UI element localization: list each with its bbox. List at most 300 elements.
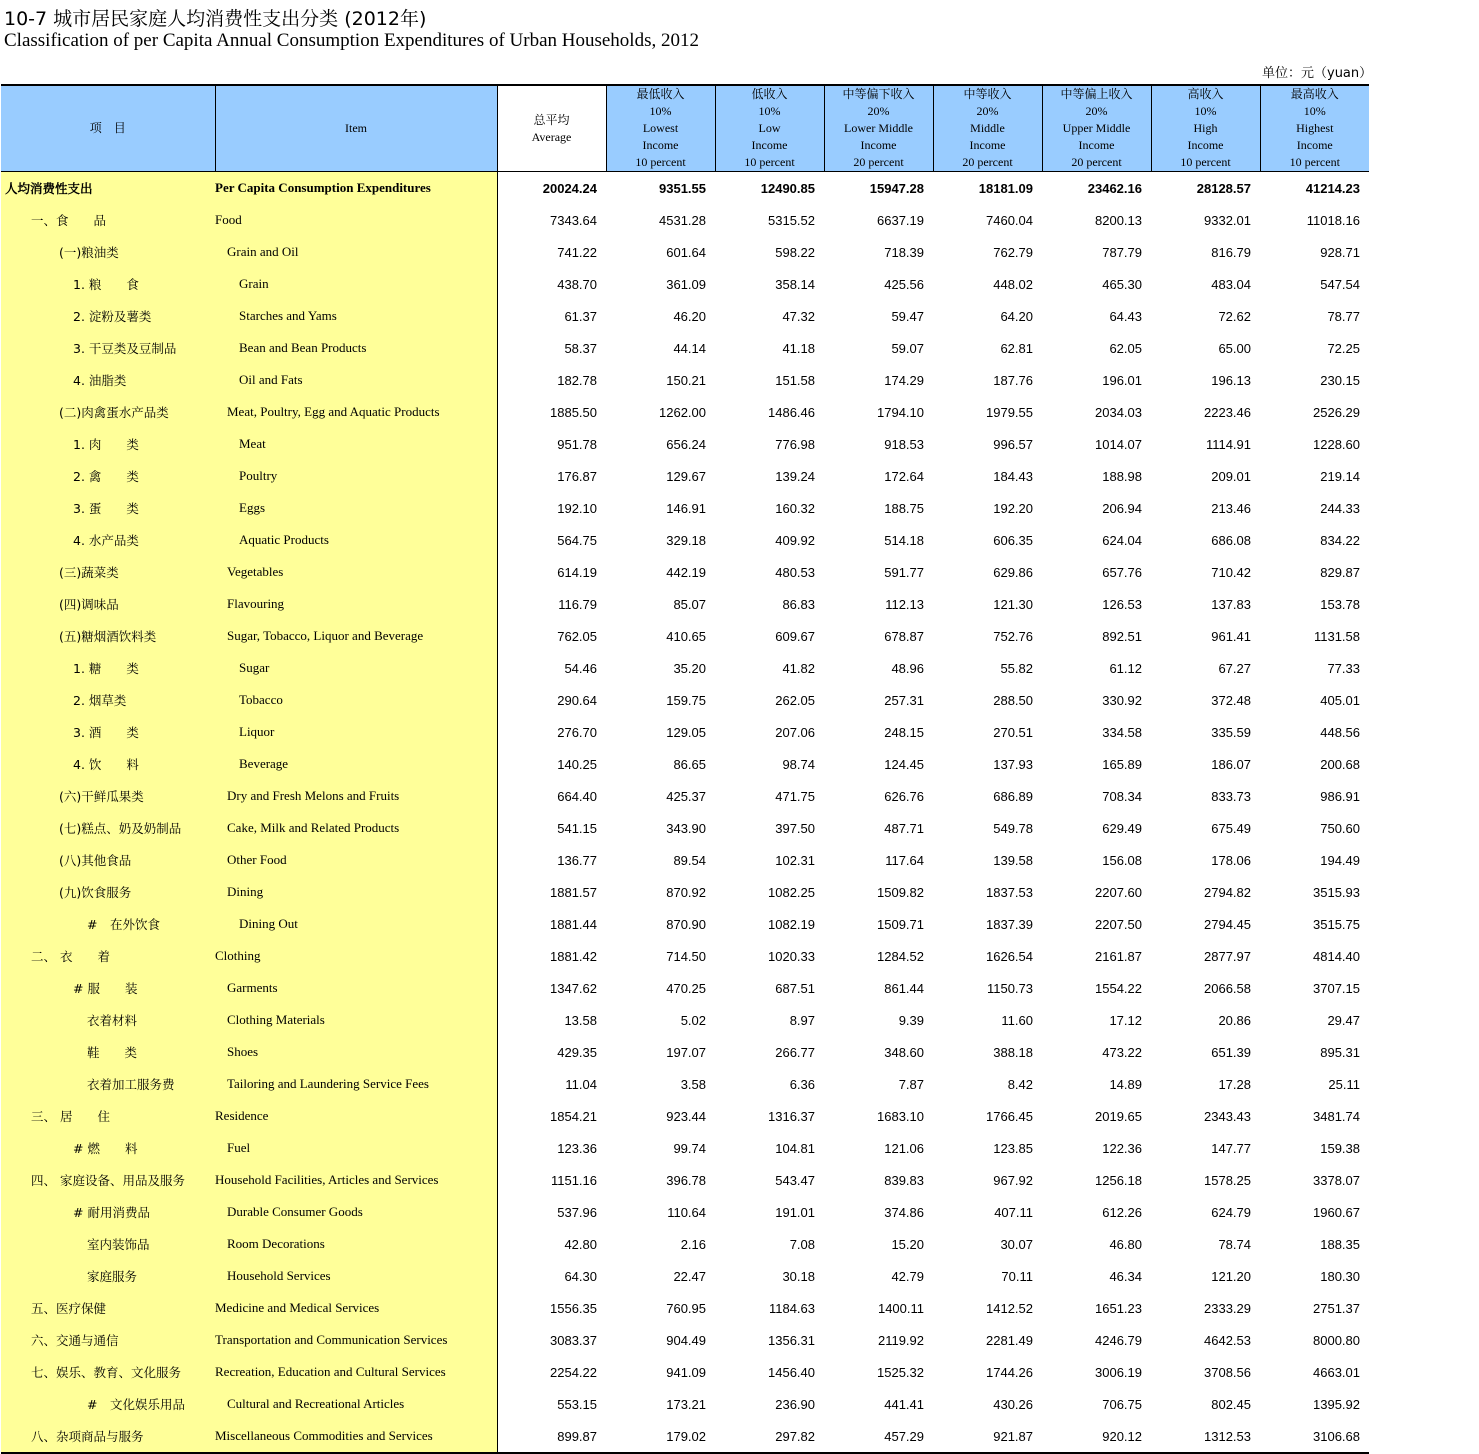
item-name-en: Cake, Milk and Related Products: [215, 812, 497, 844]
value-high: 2877.97: [1204, 948, 1251, 964]
value-low: 543.47: [775, 1172, 815, 1188]
item-name-cn: 2. 烟草类: [1, 684, 215, 716]
value-lower-middle: 257.31: [884, 692, 924, 708]
value-upper-middle: 1554.22: [1095, 980, 1142, 996]
value-low: 397.50: [775, 820, 815, 836]
item-name-en: Beverage: [215, 748, 497, 780]
value-high: 816.79: [1211, 244, 1251, 260]
table-title-english: Classification of per Capita Annual Consumption Expenditures of Urban Households, 2012: [4, 30, 699, 51]
value-highest: 244.33: [1320, 500, 1360, 516]
header-line: 最高收入: [1290, 87, 1339, 101]
value-average: 116.79: [558, 596, 597, 612]
value-middle: 1979.55: [986, 404, 1033, 420]
value-middle: 121.30: [993, 596, 1033, 612]
item-name-en: Durable Consumer Goods: [215, 1196, 497, 1228]
value-low: 1082.19: [768, 916, 815, 932]
value-lower-middle: 1794.10: [877, 404, 924, 420]
item-name-cn: 1. 肉 类: [1, 428, 215, 460]
value-high: 651.39: [1211, 1044, 1251, 1060]
item-name-en: Aquatic Products: [215, 524, 497, 556]
table-row: [1, 1356, 1369, 1388]
value-average: 614.19: [557, 564, 597, 580]
item-name-en: Fuel: [215, 1132, 497, 1164]
value-average: 1881.44: [550, 916, 597, 932]
value-average: 20024.24: [542, 180, 597, 196]
table-row: [1, 1228, 1369, 1260]
value-highest: 188.35: [1320, 1236, 1360, 1252]
value-upper-middle: 473.22: [1102, 1044, 1142, 1060]
value-highest: 194.49: [1320, 852, 1360, 868]
value-upper-middle: 920.12: [1042, 1420, 1151, 1453]
value-upper-middle: 4246.79: [1095, 1332, 1142, 1348]
value-average: 564.75: [557, 532, 597, 548]
value-highest: 8000.80: [1313, 1332, 1360, 1348]
value-lowest: 22.47: [673, 1268, 706, 1284]
value-low: 776.98: [775, 436, 815, 452]
value-low: 7.08: [789, 1236, 815, 1252]
value-low: 471.75: [775, 788, 815, 804]
value-middle: 11.60: [1001, 1012, 1033, 1028]
value-lowest: 4531.28: [659, 212, 706, 228]
value-lowest: 923.44: [666, 1108, 706, 1124]
value-middle: 967.92: [993, 1172, 1033, 1188]
table-row: [1, 1420, 1369, 1453]
table-row: [1, 204, 1369, 236]
value-high: 710.42: [1211, 564, 1251, 580]
value-high: 335.59: [1211, 724, 1251, 740]
value-middle: 686.89: [993, 788, 1033, 804]
value-average: 741.22: [557, 244, 597, 260]
value-low: 1184.63: [768, 1300, 815, 1316]
value-lower-middle: 248.15: [884, 724, 924, 740]
value-upper-middle: 708.34: [1102, 788, 1142, 804]
table-title-chinese: 10-7 城市居民家庭人均消费性支出分类 (2012年): [4, 8, 427, 30]
value-highest: 180.30: [1320, 1268, 1360, 1284]
value-high: 2223.46: [1204, 404, 1251, 420]
table-row: [1, 844, 1369, 876]
header-line: Upper Middle: [1062, 121, 1131, 135]
value-average: 1556.35: [550, 1300, 597, 1316]
value-highest: 928.71: [1320, 244, 1360, 260]
item-name-en: Residence: [215, 1100, 497, 1132]
value-lowest: 86.65: [673, 756, 706, 772]
value-lower-middle: 1683.10: [877, 1108, 924, 1124]
item-name-en: Meat: [215, 428, 497, 460]
value-average: 1881.42: [550, 948, 597, 964]
item-name-cn: 四、 家庭设备、用品及服务: [1, 1164, 215, 1196]
value-middle: 1626.54: [986, 948, 1033, 964]
header-line: 总平均: [533, 112, 570, 127]
value-lower-middle: 59.47: [891, 308, 924, 324]
value-highest: 3515.93: [1313, 884, 1360, 900]
value-lowest: 601.64: [666, 244, 706, 260]
value-high: 209.01: [1211, 468, 1251, 484]
value-high: 137.83: [1211, 596, 1251, 612]
value-highest: 2751.37: [1313, 1300, 1360, 1316]
value-lower-middle: 514.18: [884, 532, 924, 548]
value-high: 20.86: [1218, 1012, 1251, 1028]
value-upper-middle: 465.30: [1102, 276, 1142, 292]
value-average: 1347.62: [550, 980, 597, 996]
table-row: [1, 332, 1369, 364]
value-highest: 4663.01: [1313, 1364, 1360, 1380]
value-highest: 77.33: [1327, 660, 1360, 676]
header-item-cn: [1, 85, 215, 172]
table-row: [1, 812, 1369, 844]
value-middle: 921.87: [933, 1420, 1042, 1453]
table-row: [1, 748, 1369, 780]
value-lowest: 89.54: [673, 852, 706, 868]
item-name-en: Grain and Oil: [215, 236, 497, 268]
value-middle: 1412.52: [986, 1300, 1033, 1316]
value-upper-middle: 23462.16: [1087, 180, 1142, 196]
value-average: 42.80: [564, 1236, 597, 1252]
value-low: 266.77: [775, 1044, 815, 1060]
table-row: [1, 1292, 1369, 1324]
value-lower-middle: 839.83: [884, 1172, 924, 1188]
value-low: 151.58: [775, 372, 815, 388]
value-lower-middle: 374.86: [884, 1204, 924, 1220]
value-upper-middle: 8200.13: [1095, 212, 1142, 228]
value-lowest: 85.07: [673, 596, 706, 612]
value-middle: 1766.45: [986, 1108, 1033, 1124]
item-name-cn: 3. 干豆类及豆制品: [1, 332, 215, 364]
item-name-en: Clothing Materials: [215, 1004, 497, 1036]
header-upper-middle-income: [1042, 85, 1151, 172]
value-lower-middle: 678.87: [884, 628, 924, 644]
value-highest: 78.77: [1327, 308, 1360, 324]
value-upper-middle: 1014.07: [1095, 436, 1142, 452]
value-lowest: 396.78: [666, 1172, 706, 1188]
value-lower-middle: 174.29: [884, 372, 924, 388]
value-average: 951.78: [557, 436, 597, 452]
value-low: 409.92: [775, 532, 815, 548]
item-name-cn: 一、食 品: [1, 204, 215, 236]
value-high: 802.45: [1211, 1396, 1251, 1412]
value-middle: 752.76: [993, 628, 1033, 644]
value-low: 5315.52: [768, 212, 815, 228]
table-row: [1, 1196, 1369, 1228]
value-low: 12490.85: [760, 180, 815, 196]
table-row: [1, 172, 1369, 205]
table-row: [1, 1068, 1369, 1100]
value-high: 28128.57: [1196, 180, 1251, 196]
value-highest: 1395.92: [1313, 1396, 1360, 1412]
table-row: [1, 1036, 1369, 1068]
value-lowest: 329.18: [666, 532, 706, 548]
value-highest: 29.47: [1327, 1012, 1360, 1028]
value-high: 961.41: [1211, 628, 1251, 644]
value-low: 687.51: [775, 980, 815, 996]
value-lower-middle: 121.06: [884, 1140, 924, 1156]
value-middle: 139.58: [993, 852, 1033, 868]
value-middle: 762.79: [993, 244, 1033, 260]
value-lowest: 99.74: [673, 1140, 706, 1156]
item-name-cn: 七、娱乐、教育、文化服务: [1, 1356, 215, 1388]
header-high-income: [1151, 85, 1260, 172]
value-highest: 3515.75: [1313, 916, 1360, 932]
value-lower-middle: 15947.28: [869, 180, 924, 196]
value-middle: 288.50: [993, 692, 1033, 708]
value-lower-middle: 9.39: [898, 1012, 924, 1028]
item-name-cn: (五)糖烟酒饮料类: [1, 620, 215, 652]
value-highest: 72.25: [1327, 340, 1360, 356]
value-upper-middle: 334.58: [1102, 724, 1142, 740]
value-high: 1578.25: [1204, 1172, 1251, 1188]
header-line: High: [1193, 121, 1218, 135]
header-lowest-income: [606, 85, 715, 172]
value-lower-middle: 718.39: [884, 244, 924, 260]
value-average: 54.46: [564, 660, 597, 676]
value-upper-middle: 1256.18: [1095, 1172, 1142, 1188]
value-upper-middle: 629.49: [1102, 820, 1142, 836]
table-row: [1, 652, 1369, 684]
header-line: 低收入: [751, 87, 788, 101]
item-name-cn: # 耐用消费品: [1, 1196, 215, 1228]
item-name-en: Shoes: [215, 1036, 497, 1068]
item-name-cn: 三、 居 住: [1, 1100, 215, 1132]
value-low: 139.24: [775, 468, 815, 484]
table-body: [1, 172, 1369, 1454]
value-middle: 184.43: [993, 468, 1033, 484]
value-middle: 1837.39: [986, 916, 1033, 932]
value-low: 358.14: [775, 276, 815, 292]
item-name-cn: (九)饮食服务: [1, 876, 215, 908]
item-name-cn: (二)肉禽蛋水产品类: [1, 396, 215, 428]
value-lower-middle: 6637.19: [877, 212, 924, 228]
value-average: 192.10: [557, 500, 597, 516]
value-high: 121.20: [1211, 1268, 1251, 1284]
header-highest-income: [1260, 85, 1369, 172]
value-lowest: 5.02: [680, 1012, 706, 1028]
value-average: 1881.57: [550, 884, 597, 900]
item-name-cn: 4. 饮 料: [1, 748, 215, 780]
table-row: [1, 588, 1369, 620]
item-name-cn: 3. 蛋 类: [1, 492, 215, 524]
item-name-cn: 八、杂项商品与服务: [1, 1420, 215, 1453]
value-high: 213.46: [1211, 500, 1251, 516]
value-lowest: 1262.00: [659, 404, 706, 420]
item-name-en: Liquor: [215, 716, 497, 748]
value-average: 537.96: [557, 1204, 597, 1220]
item-name-en: Grain: [215, 268, 497, 300]
value-lowest: 35.20: [673, 660, 706, 676]
item-name-en: Household Facilities, Articles and Services: [215, 1164, 497, 1196]
expenditure-table: [1, 84, 1369, 1454]
value-upper-middle: 612.26: [1102, 1204, 1142, 1220]
value-high: 624.79: [1211, 1204, 1251, 1220]
header-item-en: [215, 85, 497, 172]
item-name-cn: 六、交通与通信: [1, 1324, 215, 1356]
value-lowest: 129.05: [666, 724, 706, 740]
item-name-en: Starches and Yams: [215, 300, 497, 332]
item-name-en: Garments: [215, 972, 497, 1004]
value-high: 1312.53: [1151, 1420, 1260, 1453]
value-low: 41.82: [782, 660, 815, 676]
value-high: 2333.29: [1204, 1300, 1251, 1316]
value-high: 3708.56: [1204, 1364, 1251, 1380]
value-low: 1356.31: [768, 1332, 815, 1348]
value-middle: 30.07: [1000, 1236, 1033, 1252]
value-lower-middle: 112.13: [885, 596, 924, 612]
value-highest: 230.15: [1320, 372, 1360, 388]
value-high: 372.48: [1211, 692, 1251, 708]
header-line: 中等收入: [963, 87, 1012, 101]
value-low: 8.97: [789, 1012, 815, 1028]
value-upper-middle: 2207.50: [1095, 916, 1142, 932]
value-middle: 407.11: [994, 1204, 1033, 1220]
value-high: 186.07: [1211, 756, 1251, 772]
header-line: 10%: [1194, 104, 1217, 118]
value-highest: 3707.15: [1313, 980, 1360, 996]
value-lower-middle: 425.56: [884, 276, 924, 292]
table-row: [1, 524, 1369, 556]
header-line: 10 percent: [744, 155, 795, 169]
item-name-en: Cultural and Recreational Articles: [215, 1388, 497, 1420]
value-lowest: 870.92: [666, 884, 706, 900]
item-name-en: Miscellaneous Commodities and Services: [215, 1420, 497, 1453]
value-lower-middle: 918.53: [884, 436, 924, 452]
header-line: 10 percent: [635, 155, 686, 169]
table-row: [1, 620, 1369, 652]
value-highest: 3106.68: [1260, 1420, 1369, 1453]
value-middle: 629.86: [993, 564, 1033, 580]
header-line: 10%: [758, 104, 781, 118]
value-average: 136.77: [557, 852, 597, 868]
value-low: 1486.46: [768, 404, 815, 420]
header-low-income: [715, 85, 824, 172]
value-high: 65.00: [1218, 340, 1251, 356]
value-lowest: 150.21: [666, 372, 706, 388]
header-line: 20 percent: [1071, 155, 1122, 169]
value-lowest: 941.09: [666, 1364, 706, 1380]
item-name-en: Clothing: [215, 940, 497, 972]
item-name-en: Poultry: [215, 460, 497, 492]
value-low: 104.81: [775, 1140, 815, 1156]
header-line: Income: [1296, 138, 1333, 152]
value-highest: 4814.40: [1313, 948, 1360, 964]
value-high: 483.04: [1211, 276, 1251, 292]
value-average: 11.04: [565, 1076, 597, 1092]
header-line: 20 percent: [853, 155, 904, 169]
value-lowest: 656.24: [666, 436, 706, 452]
table-row: [1, 1100, 1369, 1132]
value-average: 58.37: [564, 340, 597, 356]
value-average: 182.78: [557, 372, 597, 388]
table-row: [1, 972, 1369, 1004]
header-line: Highest: [1296, 121, 1334, 135]
value-low: 297.82: [715, 1420, 824, 1453]
item-name-cn: (一)粮油类: [1, 236, 215, 268]
value-lower-middle: 626.76: [884, 788, 924, 804]
value-middle: 64.20: [1000, 308, 1033, 324]
item-name-cn: 2. 禽 类: [1, 460, 215, 492]
item-name-en: Per Capita Consumption Expenditures: [215, 172, 497, 205]
value-low: 1456.40: [768, 1364, 815, 1380]
item-name-cn: 衣着材料: [1, 1004, 215, 1036]
value-high: 72.62: [1218, 308, 1251, 324]
value-lower-middle: 42.79: [891, 1268, 924, 1284]
value-lower-middle: 861.44: [884, 980, 924, 996]
header-line: Income: [969, 138, 1006, 152]
value-average: 1151.16: [550, 1172, 597, 1188]
table-row: [1, 396, 1369, 428]
value-upper-middle: 2034.03: [1095, 404, 1142, 420]
table-row: [1, 268, 1369, 300]
value-highest: 2526.29: [1313, 404, 1360, 420]
value-highest: 895.31: [1320, 1044, 1360, 1060]
value-low: 30.18: [782, 1268, 815, 1284]
item-name-en: Tailoring and Laundering Service Fees: [215, 1068, 497, 1100]
value-middle: 123.85: [993, 1140, 1033, 1156]
item-name-cn: # 在外饮食: [1, 908, 215, 940]
value-lower-middle: 441.41: [884, 1396, 924, 1412]
value-lower-middle: 59.07: [891, 340, 924, 356]
value-upper-middle: 165.89: [1102, 756, 1142, 772]
value-middle: 137.93: [993, 756, 1033, 772]
table-row: [1, 1260, 1369, 1292]
value-average: 1854.21: [550, 1108, 597, 1124]
value-middle: 388.18: [993, 1044, 1033, 1060]
value-middle: 606.35: [993, 532, 1033, 548]
value-lowest: 714.50: [666, 948, 706, 964]
value-lower-middle: 117.64: [885, 852, 924, 868]
item-name-cn: 人均消费性支出: [1, 172, 215, 205]
value-lower-middle: 1284.52: [877, 948, 924, 964]
value-upper-middle: 2161.87: [1095, 948, 1142, 964]
value-upper-middle: 3006.19: [1095, 1364, 1142, 1380]
header-line: 20 percent: [962, 155, 1013, 169]
value-lower-middle: 15.20: [891, 1236, 924, 1252]
header-average: [497, 85, 606, 172]
value-highest: 834.22: [1320, 532, 1360, 548]
table-row: [1, 300, 1369, 332]
table-row: [1, 1132, 1369, 1164]
item-name-en: Household Services: [215, 1260, 497, 1292]
value-high: 686.08: [1211, 532, 1251, 548]
value-low: 41.18: [782, 340, 815, 356]
item-name-cn: 1. 粮 食: [1, 268, 215, 300]
header-line: 10%: [1303, 104, 1326, 118]
value-lowest: 904.49: [666, 1332, 706, 1348]
item-name-cn: 室内装饰品: [1, 1228, 215, 1260]
item-name-cn: 4. 油脂类: [1, 364, 215, 396]
value-high: 147.77: [1211, 1140, 1251, 1156]
header-line: 高收入: [1187, 87, 1224, 101]
value-upper-middle: 892.51: [1102, 628, 1142, 644]
table-row: [1, 908, 1369, 940]
value-high: 2794.45: [1204, 916, 1251, 932]
table-row: [1, 492, 1369, 524]
table-row: [1, 428, 1369, 460]
item-name-cn: 鞋 类: [1, 1036, 215, 1068]
value-high: 4642.53: [1204, 1332, 1251, 1348]
value-low: 86.83: [782, 596, 815, 612]
header-line: 中等偏上收入: [1060, 87, 1133, 101]
header-line: Item: [345, 121, 367, 135]
value-highest: 219.14: [1320, 468, 1360, 484]
value-highest: 41214.23: [1305, 180, 1360, 196]
item-name-cn: (七)糕点、奶及奶制品: [1, 812, 215, 844]
value-lowest: 361.09: [666, 276, 706, 292]
value-low: 598.22: [775, 244, 815, 260]
value-middle: 270.51: [993, 724, 1033, 740]
value-high: 1114.91: [1205, 436, 1251, 452]
value-upper-middle: 657.76: [1102, 564, 1142, 580]
value-lowest: 760.95: [666, 1300, 706, 1316]
value-lowest: 44.14: [673, 340, 706, 356]
item-name-en: Bean and Bean Products: [215, 332, 497, 364]
